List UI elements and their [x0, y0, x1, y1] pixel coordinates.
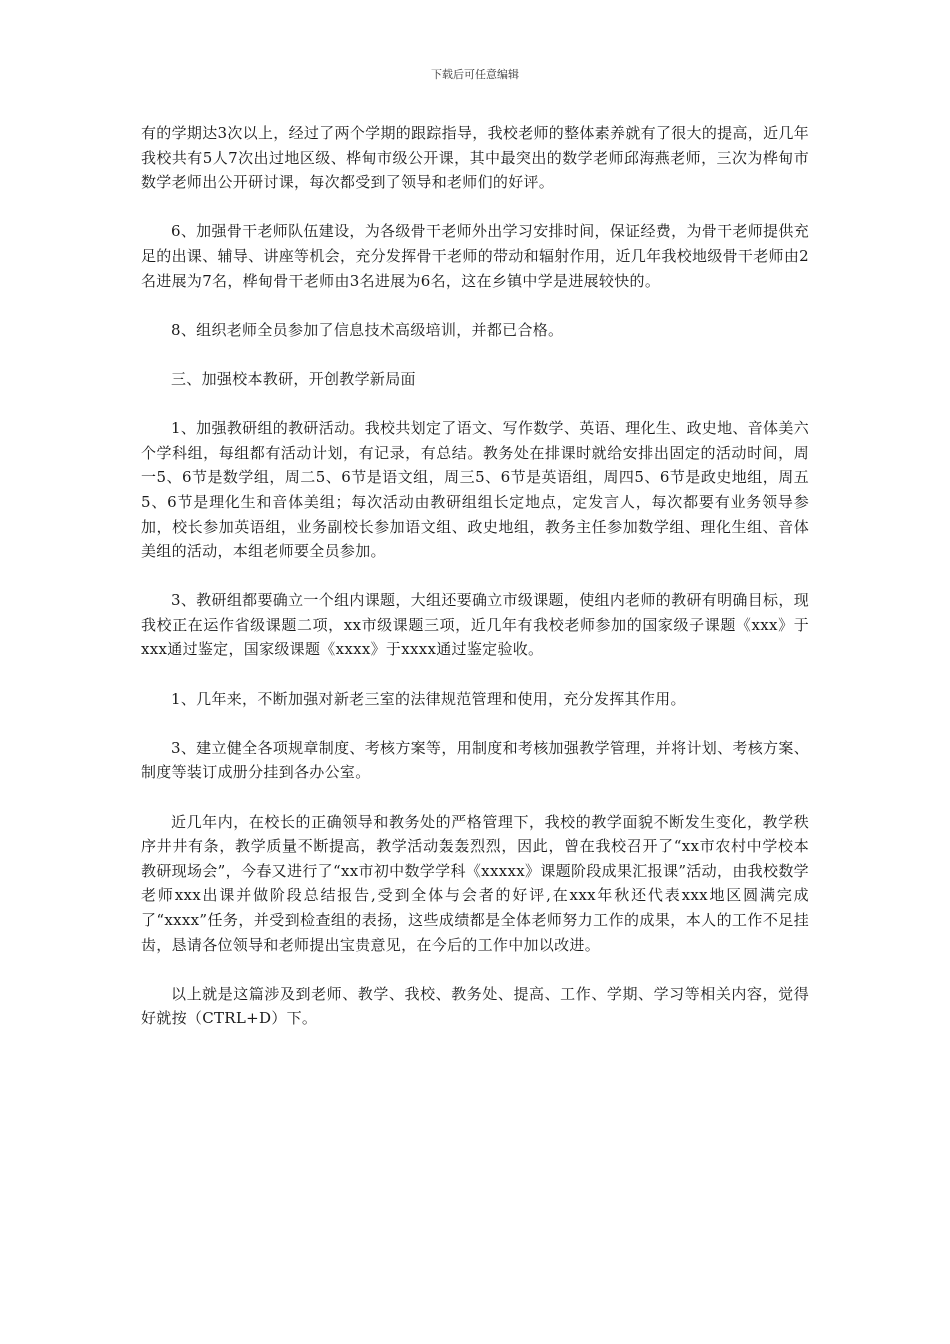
section-heading: 三、加强校本教研，开创教学新局面 — [171, 369, 416, 388]
paragraph-summary: 近几年内，在校长的正确领导和教务处的严格管理下，我校的教学面貌不断发生变化，教学秩序井井有条，教学质量不断提高，教学活动轰轰烈烈，因此，曾在我校召开了“xx市农村中学校本教研现场会”，今春又进行了“xx市初中数学学科《xxxxx》课题阶段成果汇报课”活动，由我校数学老师xxx出课并做阶段总结报告,受到全体与会者的好评,在xxx年秋还代表xxx地区圆满完成了“xxxx”任务，并受到检查组的表扬，这些成绩都是全体老师努力工作的成果，本人的工作不足挂齿，恳请各位领导和老师提出宝贵意见，在今后的工作中加以改进。 — [141, 812, 809, 954]
paragraph-item-6: 6、加强骨干老师队伍建设，为各级骨干老师外出学习安排时间，保证经费，为骨干老师提供充足的出课、辅导、讲座等机会，充分发挥骨干老师的带动和辐射作用，近几年我校地级骨干老师由2名进展为7名，桦甸骨干老师由3名进展为6名，这在乡镇中学是进展较快的。 — [141, 222, 809, 290]
paragraph-three-rooms: 1、几年来，不断加强对新老三室的法律规范管理和使用，充分发挥其作用。 — [171, 689, 686, 708]
paragraph-continued: 有的学期达3次以上，经过了两个学期的跟踪指导，我校老师的整体素养就有了很大的提高，近几年我校共有5人7次出过地区级、桦甸市级公开课，其中最突出的数学老师邱海燕老师，三次为桦甸市数学老师出公开研讨课，每次都受到了领导和老师们的好评。 — [141, 124, 809, 192]
paragraph-closing: 以上就是这篇涉及到老师、教学、我校、教务处、提高、工作、学期、学习等相关内容，觉得好就按（CTRL+D）下。 — [141, 984, 809, 1028]
paragraph-research-topics: 3、教研组都要确立一个组内课题，大组还要确立市级课题，使组内老师的教研有明确目标，现我校正在运作省级课题二项，xx市级课题三项，近几年有我校老师参加的国家级子课题《xxx》于xxx通过鉴定，国家级课题《xxxx》于xxxx通过鉴定验收。 — [141, 591, 809, 659]
paragraph-regulations: 3、建立健全各项规章制度、考核方案等，用制度和考核加强教学管理，并将计划、考核方案、制度等装订成册分挂到各办公室。 — [141, 738, 809, 782]
document-body — [141, 121, 809, 1056]
paragraph-item-8: 8、组织老师全员参加了信息技术高级培训，并都已合格。 — [171, 320, 564, 339]
page-header: 下载后可任意编辑 — [431, 68, 519, 81]
paragraph-teaching-groups: 1、加强教研组的教研活动。我校共划定了语文、写作数学、英语、理化生、政史地、音体美六个学科组，每组都有活动计划，有记录，有总结。教务处在排课时就给安排出固定的活动时间，周一5、6节是数学组，周二5、6节是语文组，周三5、6节是英语组，周四5、6节是政史地组，周五5、6节是理化生和音体美组；每次活动由教研组组长定地点，定发言人，每次都要有业务领导参加，校长参加英语组，业务副校长参加语文组、政史地组，教务主任参加数学组、理化生组、音体美组的活动，本组老师要全员参加。 — [141, 419, 809, 561]
